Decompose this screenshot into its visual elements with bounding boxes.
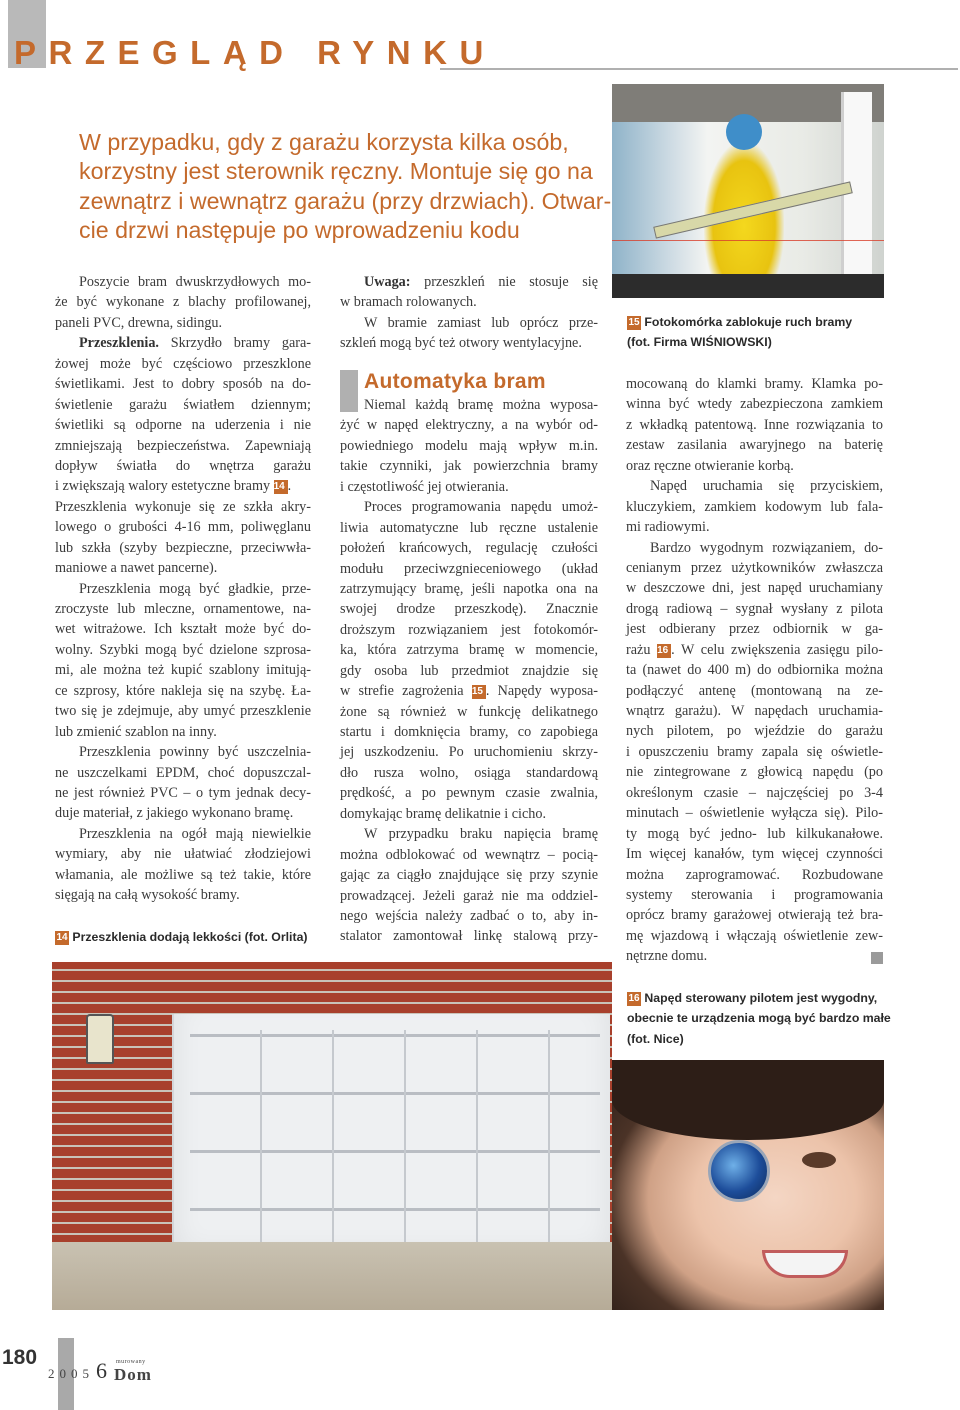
logo-small-text: murowany xyxy=(116,1359,146,1365)
text-line: nego wejścia należy zadbać o to, aby in- xyxy=(340,907,598,924)
text-line: Im więcej kanałów, tym więcej czynności xyxy=(626,846,883,863)
header-rule xyxy=(440,68,958,70)
text-line: w deszczowe dni, jest napęd uruchamiany xyxy=(626,580,883,597)
text-line: wnątrz garażu). W napędach uruchamia- xyxy=(626,703,883,719)
caption-16 xyxy=(627,988,891,1049)
text-line: Przeszklenia na ogół mają niewielkie xyxy=(79,825,311,842)
photo-driveway xyxy=(52,1242,612,1310)
text-line: zmniejszają bezpieczeństwa. Zapewniają xyxy=(55,437,311,454)
figure-ref-14: 14 xyxy=(274,480,288,494)
text-line: cenianym przez użytkowników zwłaszcza xyxy=(626,559,883,576)
text-line: minutach – oświetlenie wyłącza się). Pilo- xyxy=(626,805,883,822)
text-line: rażu 16 . W celu zwiększenia zasięgu pilo- xyxy=(626,641,884,658)
text-line: two się je zdejmuje, aby umyć przeszklenie xyxy=(55,703,311,720)
text-line: ne jest również PVC – o tym jednak decy- xyxy=(55,784,311,801)
figure-ref-15: 15 xyxy=(472,685,486,699)
photo-door-panels xyxy=(190,1030,600,1266)
text-line: zroczyste lub mleczne, ornamentowe, na- xyxy=(55,601,311,617)
text-line: i częstotliwość jej otwierania. xyxy=(340,478,509,495)
caption-text: Przeszklenia dodają lekkości (fot. Orlita) xyxy=(72,930,308,944)
text-line: i opuszczeniu bramy zapala się oświetle- xyxy=(626,743,883,760)
photo-floor xyxy=(612,274,884,298)
text-line: prędkość, a po pewnym czasie zwalnia, xyxy=(340,785,598,802)
text-line: ce szprosy, które nakleja się na szybę. Ła- xyxy=(55,682,311,699)
caption-text: Fotokomórka zablokuje ruch bramy xyxy=(644,315,853,329)
caption-text: (fot. Nice) xyxy=(627,1031,684,1046)
text-line: Przeszklenia. Skrzydło bramy gara- xyxy=(79,335,311,352)
text-line: jej uszkodzeniu. Po uruchomieniu skrzy- xyxy=(340,744,598,761)
text-line: winna być wtedy zabezpieczona zamkiem xyxy=(626,396,883,413)
text-line: lowego o grubości 4-16 mm, poliwęglanu xyxy=(55,519,311,536)
text-line: wet witrażowe. Ich kształt może być do- xyxy=(55,621,311,638)
text-line: stalator zamontował linkę stalową przy- xyxy=(340,928,598,945)
text-line: swojej drodze przeszkodę). Znacznie xyxy=(340,601,598,618)
lead-line: W przypadku, gdy z garażu korzysta kilka osób, xyxy=(79,129,569,155)
photo-woman-with-remote xyxy=(612,1060,884,1310)
text-line: szkleń mogą być też otwory wentylacyjne. xyxy=(340,335,582,352)
text-line: położeń krańcowych, regulację czułości xyxy=(340,540,598,557)
text-line: i zwiększają walory estetyczne bramy 14 . xyxy=(55,478,292,495)
text-line: świetlikami. Jest to dobry sposób na do- xyxy=(55,376,311,393)
text-line: nych pilotem, po wjeździe do garażu xyxy=(626,723,883,740)
issue-number: 6 xyxy=(96,1358,107,1383)
caption-text: obecnie te urządzenia mogą być bardzo małe xyxy=(627,1011,891,1026)
text-line: maniowe a nawet pancerne). xyxy=(55,560,218,577)
photo-eye xyxy=(802,1152,836,1168)
text-line: modułu przeciwzgnieceniowego (układ xyxy=(340,560,598,577)
caption-number-14: 14 xyxy=(56,932,68,943)
text-line: W bramie zamiast lub oprócz prze- xyxy=(364,314,598,331)
text-line: Przeszklenia mogą być gładkie, prze- xyxy=(79,580,311,597)
uwaga-label: Uwaga: xyxy=(364,274,411,290)
text-line: określonym czasie – najczęściej po 3-4 xyxy=(626,784,883,801)
photo-child-hat xyxy=(726,114,762,150)
text-line: droższym rozwiązaniem jest fotokomór- xyxy=(340,621,598,638)
photo-wall-lamp xyxy=(86,1014,114,1064)
text-line: kluczykiem, zamkiem kodowym lub fala- xyxy=(626,498,883,515)
column-2-text xyxy=(340,272,598,354)
photo-smile xyxy=(762,1250,848,1278)
caption-text: (fot. Firma WIŚNIOWSKI) xyxy=(627,335,772,350)
text-line: zatrzymujący bramę, jeśli napotka ona na xyxy=(340,580,598,597)
photo-hair xyxy=(612,1060,884,1140)
text-line: sięgają na całą wysokość bramy. xyxy=(55,887,240,904)
text-line: nętrzne domu. xyxy=(626,948,708,965)
text-line: mi radiowymi. xyxy=(626,519,710,536)
photo-light-beam xyxy=(612,240,884,241)
text-line: dopływ światła do wnętrza garażu xyxy=(55,457,311,474)
text-line: włamania, ale możliwe są też takie, które xyxy=(55,866,311,883)
text-line: z wkładką patentową. Inne rozwiązania to xyxy=(626,416,883,433)
lead-line: korzystny jest sterownik ręczny. Montuje się go na xyxy=(79,158,593,185)
text-line: oprócz bramy garażowej otwierają też bra- xyxy=(626,907,883,924)
text-line: mę wjazdową i włączają oświetlenie zew- xyxy=(626,927,883,944)
caption-text: Napęd sterowany pilotem jest wygodny, xyxy=(644,991,878,1005)
text-line: ka, która zatrzyma bramę w momencie, xyxy=(340,642,598,659)
text-line: lub szkła (szyby bezpieczne, przeciwwła- xyxy=(55,539,311,556)
page-number: 180 xyxy=(2,1346,38,1369)
text-line: zestaw zasilania awaryjnego na baterię xyxy=(626,437,883,454)
text-line: gając za ciągło znajdujące się przy szynie xyxy=(340,867,598,884)
lead-line: zewnątrz i wewnątrz garażu (przy drzwiach). Otwar- xyxy=(79,187,612,214)
text-line: domykając bramę delikatnie i cicho. xyxy=(340,805,547,822)
text-line: Napęd uruchamia się przyciskiem, xyxy=(650,478,883,495)
text-line: w strefie zagrożenia 15 . Napędy wyposa- xyxy=(340,683,598,700)
text-line: jest odbierany przez odbiornik w ga- xyxy=(626,621,883,638)
text-line: startu i domknięcia bramy, co zapobiega xyxy=(340,724,598,740)
text-line: dło rusza wolno, osiąga standardową xyxy=(340,764,598,781)
text-line: żowej może być częściowo przeszklone xyxy=(55,355,311,372)
text-line: systemy sterowania i programowania xyxy=(626,886,883,903)
text-line: ta (nawet do 400 m) do odbiornika można xyxy=(626,662,883,679)
caption-15 xyxy=(627,312,852,353)
text-line: lub zmienić szablon na inny. xyxy=(55,723,217,740)
photo-photocell-skier xyxy=(612,84,884,298)
text-line: żyć w napęd elektryczny, a na wybór od- xyxy=(340,417,598,434)
section-title-automatyka: Automatyka bram xyxy=(364,370,546,393)
text-line: Proces programowania napędu umoż- xyxy=(364,499,598,516)
text-line: mocowaną do klamki bramy. Klamka po- xyxy=(626,376,883,392)
text-line: świetlenie garażu światłem dziennym; xyxy=(55,396,311,413)
text-line: świetliki są odporne na uderzenia i nie xyxy=(55,417,311,434)
text-line: że być wykonane z blachy profilowanej, xyxy=(55,294,311,311)
text-line: oraz ręczne otwieranie korbą. xyxy=(626,457,794,474)
text-line: żone są również w funkcję delikatnego xyxy=(340,703,598,720)
lead-line: cie drzwi następuje po wprowadzeniu kodu xyxy=(79,216,520,243)
text-line: W przypadku braku napięcia bramę xyxy=(364,826,598,843)
text-line: liwia automatyczne lub ręczne ustalenie xyxy=(340,519,598,536)
text-line: mi, ale można też kupić szablony imitują- xyxy=(55,662,311,679)
text-line: duje materiał, z jakiego wykonano bramę. xyxy=(55,805,294,822)
text-line: drogą radiową – sygnał wysłany z pilota xyxy=(626,600,883,617)
text-line: Przeszklenia wykonuje się ze szkła akry- xyxy=(55,498,311,515)
issue-year: 2005 xyxy=(48,1366,94,1381)
caption-number-15: 15 xyxy=(628,317,640,328)
text-line: powiedniego modelu mają wpływ m.in. xyxy=(340,437,598,454)
text-line: podłączyć antenę (montowaną na ze- xyxy=(626,682,883,699)
text-line: w bramach rolowanych. xyxy=(340,294,477,311)
text-line: Uwaga: przeszkleń nie stosuje się xyxy=(364,274,599,290)
column-3-text xyxy=(626,374,883,967)
text-line: Bardzo wygodnym rozwiązaniem, do- xyxy=(650,539,883,556)
text-line: nie zintegrowane z głowicą napędu (po xyxy=(626,764,883,781)
text-line: Niemal każdą bramę można wyposa- xyxy=(364,397,598,413)
subheading-przeszklenia: Przeszklenia. xyxy=(79,335,159,352)
text-line: paneli PVC, drewna, sidingu. xyxy=(55,314,223,331)
text-line: można odblokować od wewnątrz – pocią- xyxy=(340,846,598,863)
article-end-marker xyxy=(871,952,883,964)
caption-14 xyxy=(55,927,308,947)
lead-paragraph xyxy=(79,128,612,245)
section-header-title: PRZEGLĄD RYNKU xyxy=(14,34,496,71)
column-1-text xyxy=(55,272,311,906)
text-line: wymiary, aby nie ułatwiać złodziejowi xyxy=(55,846,311,863)
photo-remote-control xyxy=(708,1140,770,1202)
text-line: wolny. Szybki mogą być dzielone szprosa- xyxy=(55,641,311,658)
text-line: ty mogą być jedno- lub kilkukanałowe. xyxy=(626,825,883,842)
text-line: gdy osoba lub przedmiot znajdzie się xyxy=(340,662,598,679)
photo-garage-door-glazed xyxy=(52,962,612,1310)
column-2-body xyxy=(340,395,598,947)
magazine-logo: murowany Dom xyxy=(114,1359,152,1384)
text-line: Przeszklenia powinny być uszczelnia- xyxy=(79,744,311,761)
text-line: można zaprogramować. Rozbudowane xyxy=(626,866,883,883)
text-line: ne uszczelkami EPDM, choć dopuszczal- xyxy=(55,764,311,781)
text-line: Poszycie bram dwuskrzydłowych mo- xyxy=(79,274,311,290)
figure-ref-16: 16 xyxy=(657,644,671,658)
caption-number-16: 16 xyxy=(628,993,640,1004)
text-line: takie czynniki, jak powierzchnia bramy xyxy=(340,458,598,475)
text-line: prowadzącej. Jeżeli garaż nie ma oddziel- xyxy=(340,887,598,904)
